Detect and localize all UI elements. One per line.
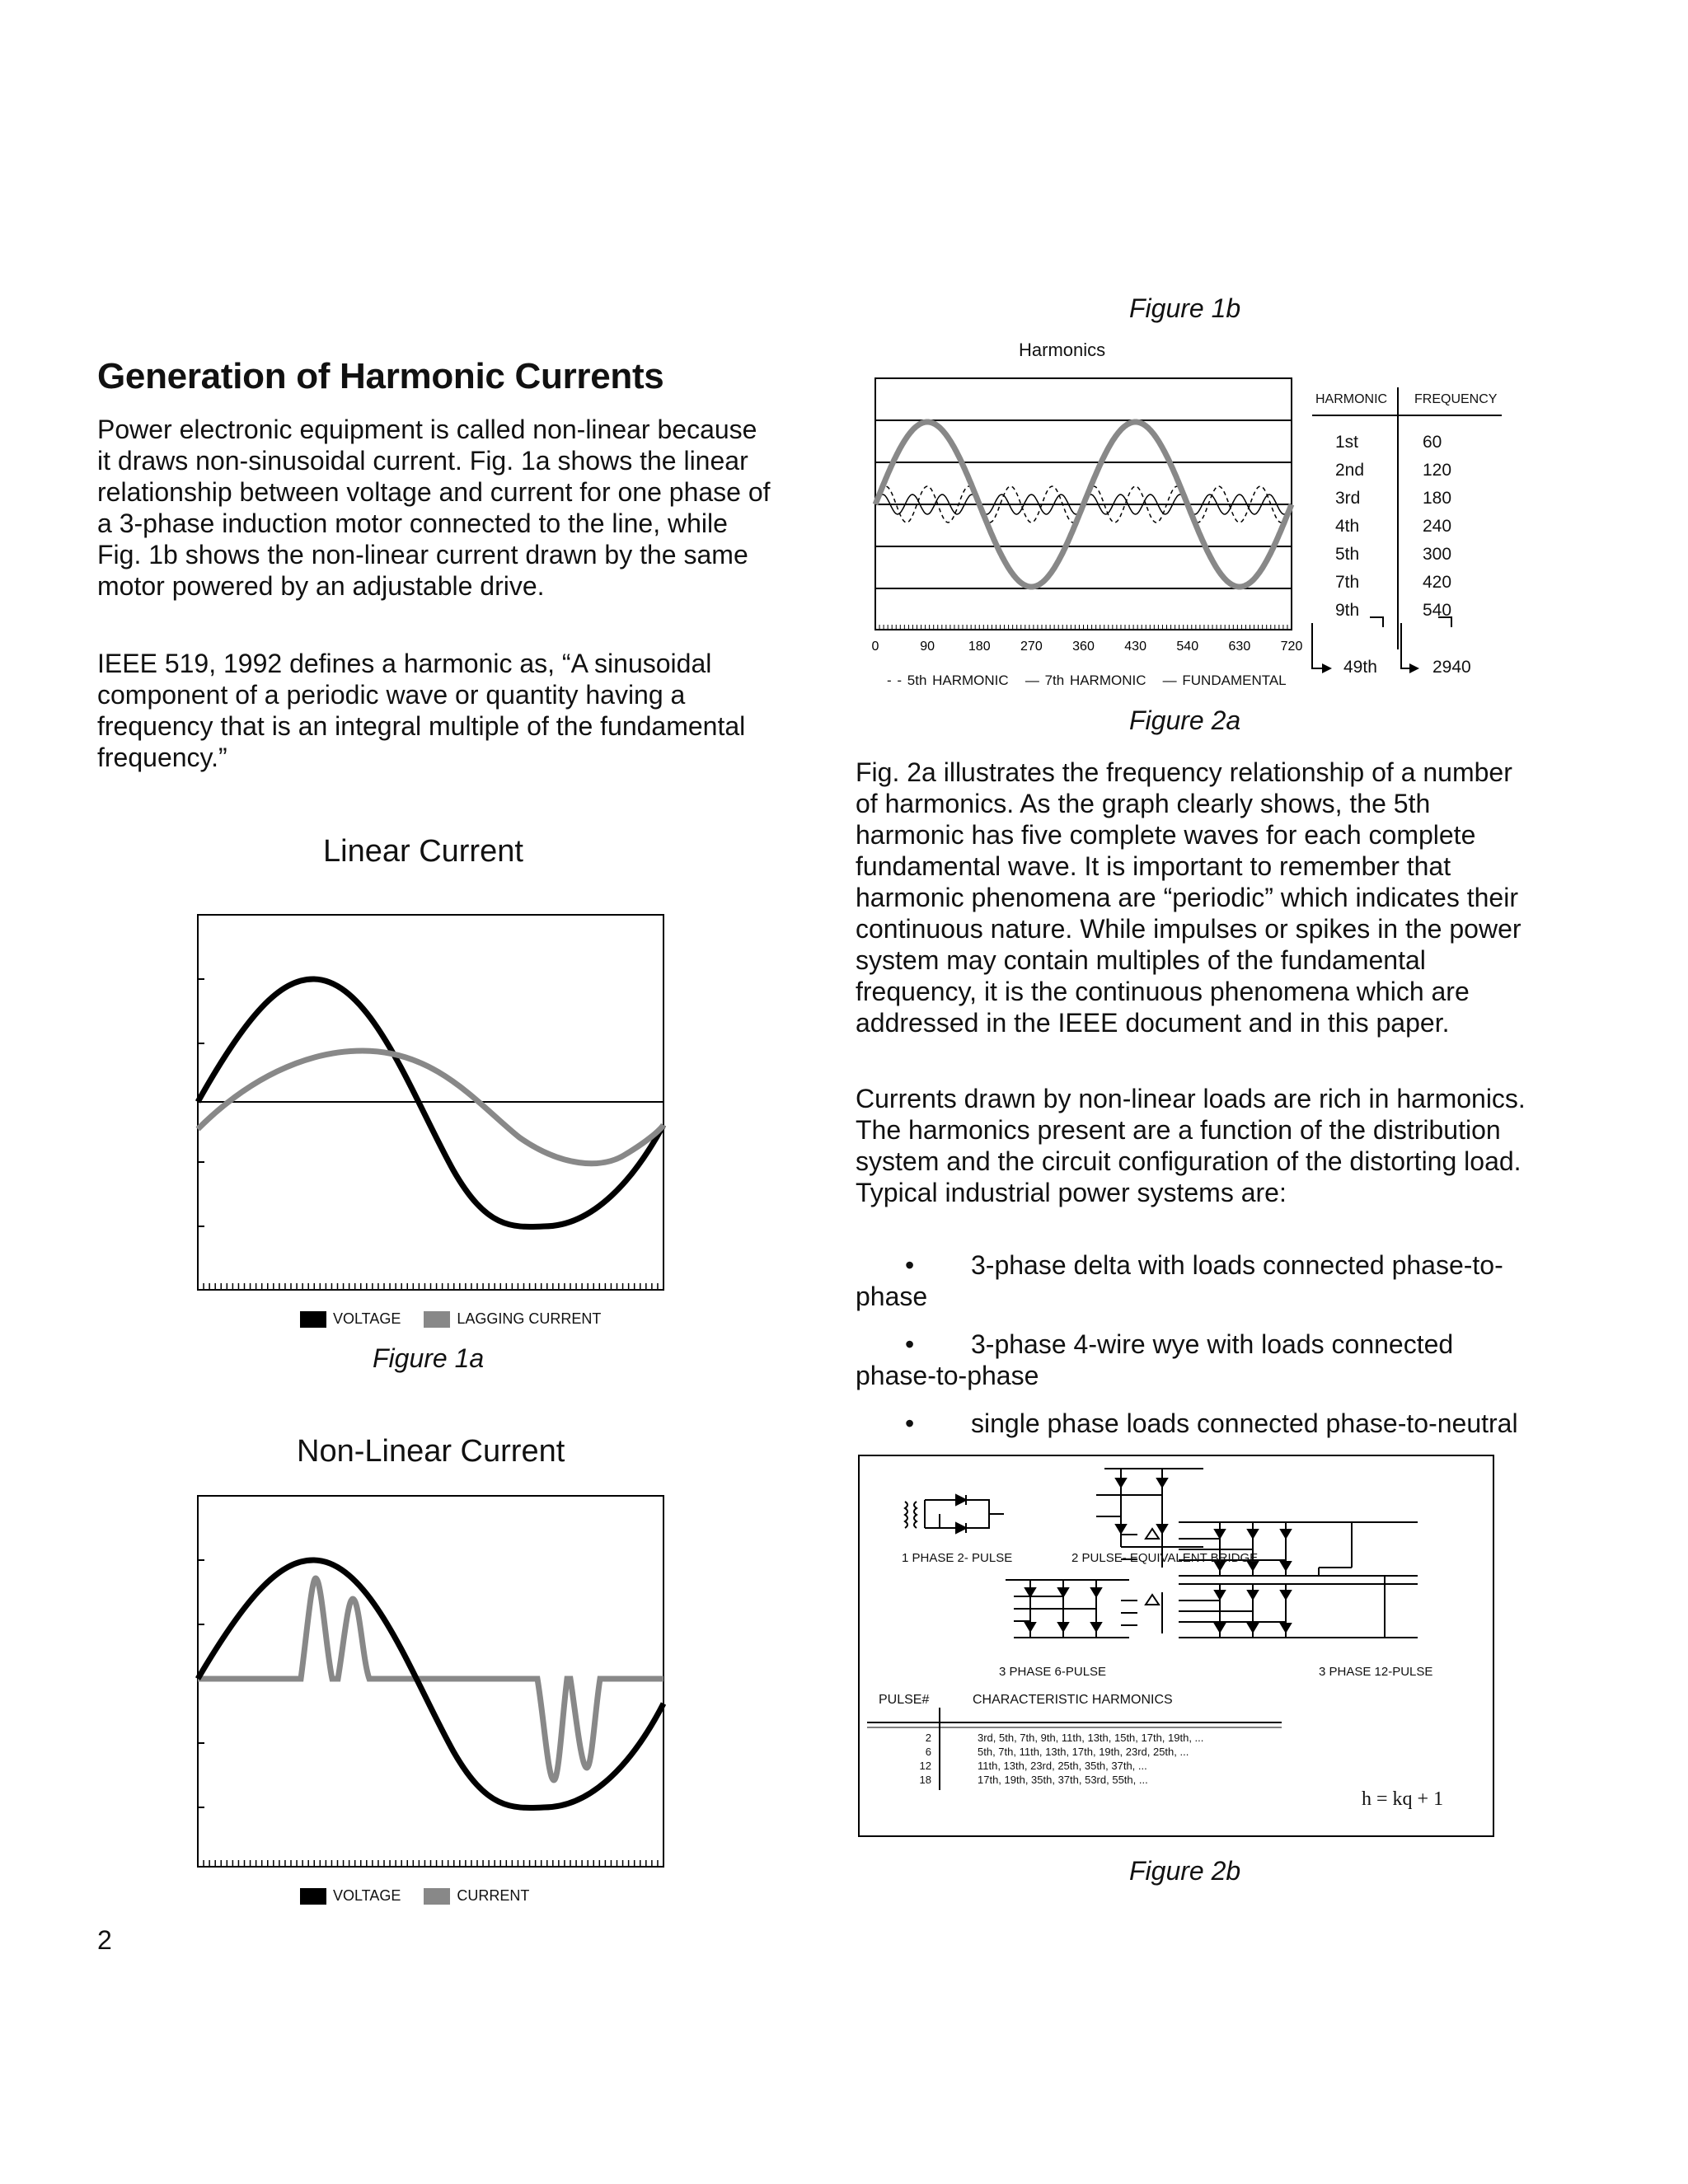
harmonics-cell: 11th, 13th, 23rd, 25th, 35th, 37th, ... (978, 1760, 1147, 1772)
legend-swatch-current (424, 1311, 450, 1328)
harmonics-chart-title: Harmonics (1019, 340, 1106, 360)
nonlinear-current-chart (165, 1488, 692, 1875)
table-row (874, 1745, 1203, 1759)
table-rows (1335, 429, 1472, 625)
harmonic-cell: 3rd (1335, 489, 1361, 508)
x-tick-label: 540 (1176, 640, 1199, 654)
bullet-symbol: • (905, 1250, 915, 1280)
table-row (1335, 597, 1472, 625)
harmonic-cell: 7th (1335, 573, 1360, 592)
table-row (1335, 457, 1472, 485)
bullet-item-single-phase (856, 1408, 1531, 1439)
bullet-text: 3-phase 4-wire wye with loads connected phase-to-phase (856, 1329, 1454, 1390)
frequency-cell: 540 (1423, 601, 1452, 620)
figure-1a-legend (300, 1310, 601, 1328)
legend-current: CURRENT (457, 1887, 530, 1904)
pulse-cell: 18 (919, 1774, 931, 1786)
harmonics-cell: 3rd, 5th, 7th, 9th, 11th, 13th, 15th, 17th, 19th, ... (978, 1732, 1204, 1744)
legend-voltage: VOLTAGE (333, 1310, 401, 1327)
frequency-cell: 60 (1423, 433, 1442, 452)
49th-arrow-line (1312, 623, 1322, 668)
harmonic-cell: 4th (1335, 517, 1360, 536)
bullet-item-delta (856, 1249, 1531, 1312)
paragraph-ieee-definition: IEEE 519, 1992 defines a harmonic as, “A sinusoidal component of a periodic wave or quantity having a frequency that is an integral multiple of the fundamental frequency.” (97, 649, 746, 772)
pulse-table-rows (874, 1731, 1203, 1787)
bullet-item-wye (856, 1329, 1531, 1391)
table-row (874, 1759, 1203, 1773)
table-row (1335, 513, 1472, 541)
x-minor-ticks (875, 625, 1292, 630)
figure-1b-left-title: Non-Linear Current (297, 1434, 565, 1469)
one-phase-two-pulse-circuit (905, 1495, 1004, 1533)
harmonics-legend (887, 673, 1287, 689)
pulse-cell: 12 (919, 1760, 931, 1772)
frequency-cell: 180 (1423, 489, 1452, 508)
legend-swatch-voltage (300, 1311, 326, 1328)
pulse-cell: 2 (925, 1732, 931, 1744)
table-header-frequency: FREQUENCY (1414, 392, 1498, 406)
nonlinear-legend (300, 1887, 529, 1905)
figure-1a-caption: Figure 1a (373, 1343, 485, 1373)
legend-voltage: VOLTAGE (333, 1887, 401, 1904)
x-tick-label: 270 (1020, 640, 1043, 654)
label-3-phase-6-pulse: 3 PHASE 6-PULSE (999, 1665, 1107, 1679)
two-pulse-bridge-circuit (1096, 1469, 1203, 1547)
current-curve (198, 1578, 663, 1780)
figure-1b-caption: Figure 1b (1129, 293, 1241, 323)
y-ticks (198, 1560, 204, 1807)
x-tick-label: 720 (1280, 640, 1302, 654)
table-header-harmonics: CHARACTERISTIC HARMONICS (973, 1693, 1173, 1707)
frequency-cell: 300 (1423, 545, 1452, 564)
frequency-cell: 120 (1423, 461, 1452, 480)
harmonic-formula: h = kq + 1 (1362, 1788, 1444, 1810)
table-49th: 49th (1343, 658, 1377, 677)
x-tick-label: 180 (968, 640, 991, 654)
table-row (874, 1731, 1203, 1745)
arrow-icon (1409, 663, 1419, 673)
arrow-icon (1322, 663, 1332, 673)
bullet-symbol: • (905, 1329, 915, 1359)
legend-7th-harmonic: — 7th HARMONIC (1025, 673, 1146, 688)
harmonic-cell: 9th (1335, 601, 1360, 620)
page-number: 2 (97, 1925, 112, 1955)
table-header-harmonic: HARMONIC (1315, 392, 1388, 406)
table-row (1335, 429, 1472, 457)
harmonic-cell: 2nd (1335, 461, 1365, 480)
table-header-pulse: PULSE# (879, 1693, 930, 1707)
x-tick-labels (872, 640, 1302, 654)
x-tick-label: 0 (871, 640, 879, 654)
paragraph-nonlinear-loads: Currents drawn by non-linear loads are rich in harmonics. The harmonics present are a function of the distribution system and the circuit configuration of the distorting load. Typical industrial power systems are: (856, 1084, 1526, 1207)
legend-swatch-current (424, 1888, 450, 1905)
table-row (874, 1773, 1203, 1787)
pulse-cell: 6 (925, 1746, 931, 1758)
voltage-curve (198, 1560, 663, 1808)
figure-2b-caption: Figure 2b (1129, 1856, 1241, 1886)
paragraph-harmonic-frequency: Fig. 2a illustrates the frequency relationship of a number of harmonics. As the graph clearly shows, the 5th harmonic has five complete waves for each complete fundamental wave. It is important to remember that harmonic phenomena are “periodic” which indicates their continuous nature. While impulses or spikes in the power system may contain multiples of the fundamental frequency, it is the continuous phenomena which are addressed in the IEEE document and in this paper. (856, 757, 1522, 1038)
label-1-phase-2-pulse: 1 PHASE 2- PULSE (902, 1551, 1013, 1565)
harmonics-cell: 5th, 7th, 11th, 13th, 17th, 19th, 23rd, 25th, ... (978, 1746, 1189, 1758)
table-row (1335, 541, 1472, 569)
label-3-phase-12-pulse: 3 PHASE 12-PULSE (1319, 1665, 1433, 1679)
x-tick-label: 430 (1124, 640, 1146, 654)
frequency-cell: 420 (1423, 573, 1452, 592)
harmonic-cell: 5th (1335, 545, 1360, 564)
paragraph-intro: Power electronic equipment is called non-linear because it draws non-sinusoidal current. Fig. 1a shows the linear relationship between voltage and current for one phase of a 3-phase induction motor connected to the line, while Fig. 1b shows the non-linear current drawn by the same motor powered by an adjustable drive. (97, 415, 771, 601)
figure-2a-caption: Figure 2a (1129, 705, 1241, 735)
three-phase-twelve-pulse-circuit (1121, 1522, 1418, 1638)
bullet-text: 3-phase delta with loads connected phase-to-phase (856, 1250, 1503, 1311)
legend-fundamental: — FUNDAMENTAL (1162, 673, 1287, 688)
legend-swatch-voltage (300, 1888, 326, 1905)
voltage-curve (198, 979, 663, 1227)
figure-1a-title: Linear Current (323, 834, 523, 869)
frequency-cell: 240 (1423, 517, 1452, 536)
three-phase-six-pulse-circuit (1006, 1580, 1129, 1638)
table-row (1335, 485, 1472, 513)
harmonics-chart (865, 375, 1302, 655)
harmonic-cell: 1st (1335, 433, 1359, 452)
bullet-text: single phase loads connected phase-to-neutral (971, 1408, 1518, 1438)
lagging-current-curve (198, 1051, 663, 1164)
section-heading: Generation of Harmonic Currents (97, 356, 664, 396)
x-minor-ticks (198, 1860, 663, 1867)
legend-5th-harmonic: - - 5th HARMONIC (887, 673, 1009, 688)
table-row (1335, 569, 1472, 597)
x-minor-ticks (198, 1283, 663, 1290)
label-2-pulse-bridge: 2 PULSE- EQUIVALENT BRIDGE (1071, 1551, 1259, 1565)
legend-lagging-current: LAGGING CURRENT (457, 1310, 602, 1327)
figure-1a-chart (165, 907, 692, 1335)
harmonics-cell: 17th, 19th, 35th, 37th, 53rd, 55th, ... (978, 1774, 1148, 1786)
x-tick-label: 630 (1228, 640, 1251, 654)
x-tick-label: 360 (1072, 640, 1095, 654)
bullet-symbol: • (905, 1408, 915, 1438)
2940-arrow-line (1401, 623, 1409, 668)
x-tick-label: 90 (920, 640, 935, 654)
table-2940: 2940 (1432, 658, 1471, 677)
